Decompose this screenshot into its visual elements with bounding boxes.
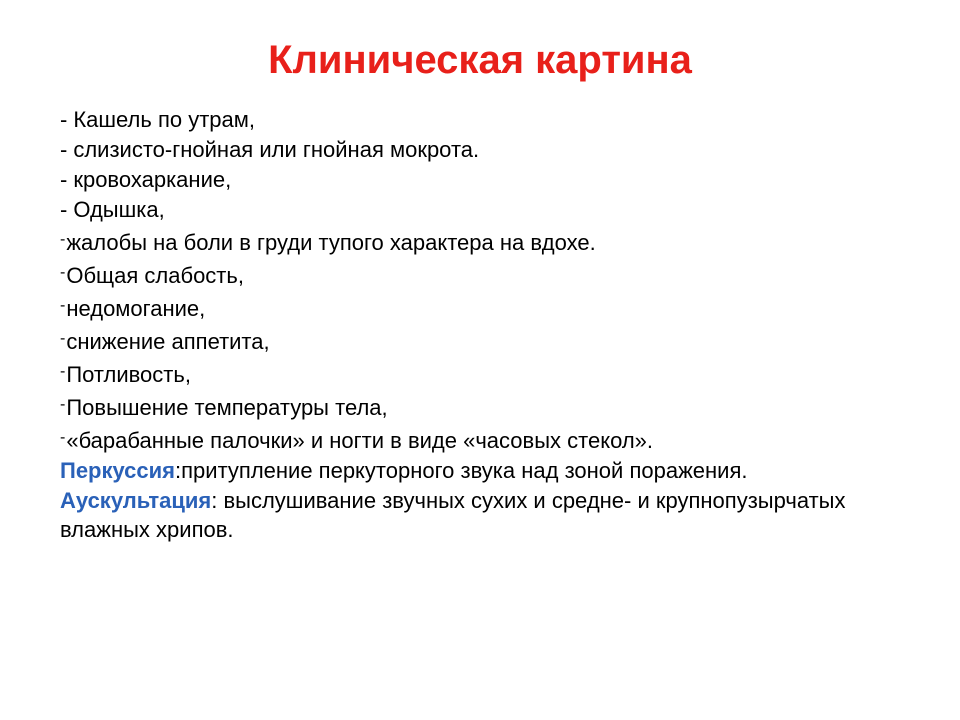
list-item <box>60 324 920 357</box>
list-item <box>60 423 920 456</box>
list-item <box>60 258 920 291</box>
percussion-line <box>60 456 920 486</box>
list-dash: - <box>60 107 68 132</box>
auscultation-line <box>60 486 920 544</box>
list-dash: - <box>60 297 66 314</box>
list-item <box>60 195 920 225</box>
list-dash: - <box>60 396 66 413</box>
list-dash: - <box>60 363 66 380</box>
list-item-text: Общая слабость, <box>66 263 244 288</box>
list-dash: - <box>60 330 66 347</box>
auscultation-term: Аускультация <box>60 488 212 513</box>
list-item-text: Повышение температуры тела, <box>66 395 388 420</box>
list-dash: - <box>60 231 66 248</box>
list-item <box>60 357 920 390</box>
list-item-text: недомогание, <box>66 296 206 321</box>
list-item <box>60 135 920 165</box>
list-item-text: Одышка, <box>73 197 165 222</box>
list-dash: - <box>60 197 68 222</box>
list-item <box>60 165 920 195</box>
list-item-text: снижение аппетита, <box>66 329 270 354</box>
list-item-text: кровохаркание, <box>73 167 232 192</box>
symptom-list <box>60 105 920 544</box>
list-dash: - <box>60 264 66 281</box>
list-item-text: слизисто-гнойная или гнойная мокрота. <box>73 137 480 162</box>
list-item-text: «барабанные палочки» и ногти в виде «часовых стекол». <box>66 428 654 453</box>
list-item <box>60 105 920 135</box>
percussion-text: :притупление перкуторного звука над зоной поражения. <box>175 458 748 483</box>
list-dash: - <box>60 429 66 446</box>
percussion-term: Перкуссия <box>60 458 176 483</box>
list-item <box>60 390 920 423</box>
list-item-text: жалобы на боли в груди тупого характера на вдохе. <box>66 230 596 255</box>
auscultation-text: : выслушивание звучных сухих и средне- и крупнопузырчатых влажных хрипов. <box>60 488 846 542</box>
slide-title: Клиническая картина <box>268 38 692 82</box>
list-item-text: Кашель по утрам, <box>73 107 255 132</box>
list-item-text: Потливость, <box>66 362 191 387</box>
list-item <box>60 291 920 324</box>
list-dash: - <box>60 137 68 162</box>
list-dash: - <box>60 167 68 192</box>
list-item <box>60 225 920 258</box>
